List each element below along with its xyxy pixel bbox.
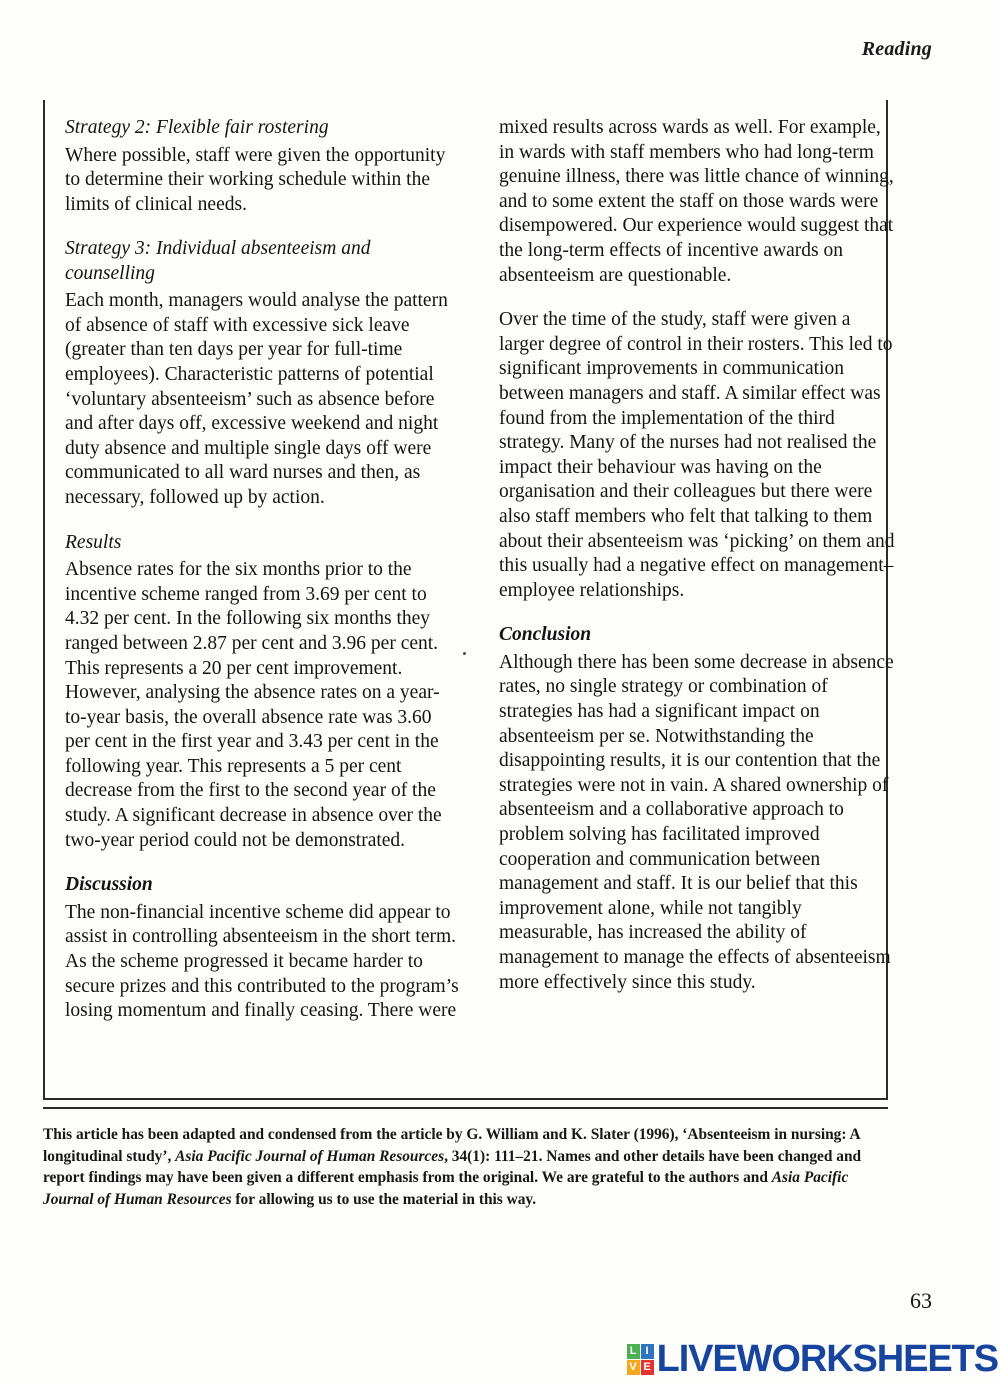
- liveworksheets-wordmark: LIVEWORKSHEETS: [656, 1338, 998, 1380]
- paragraph-spacer: [65, 217, 461, 237]
- logo-tile-l: L: [627, 1344, 640, 1359]
- footnote-journal-name-1: Asia Pacific Journal of Human Resources: [175, 1147, 445, 1165]
- article-frame: [43, 100, 895, 1100]
- paragraph-spacer: [65, 511, 461, 531]
- section-heading: Strategy 2: Flexible fair rostering: [65, 117, 329, 138]
- left-text-column: [65, 116, 461, 1088]
- footnote-text-part-3: for allowing us to use the material in this way.: [231, 1190, 537, 1208]
- body-paragraph: Absence rates for the six months prior to the incentive scheme ranged from 3.69 per cent to 4.32 per cent. In the following six months they ranged between 2.87 per cent and 3.96 per cent. This represents a 20 per cent improvement. However, analysing the absence rates on a year-to-year basis, the overall absence rate was 3.60 per cent in the first year and 3.43 per cent in the following year. This represents a 5 per cent decrease from the first to the second year of the study. A significant decrease in absence over the two-year period could not be demonstrated.: [65, 559, 442, 851]
- logo-tile-v: V: [627, 1360, 640, 1375]
- page-number: 63: [910, 1288, 932, 1313]
- paragraph-spacer: [499, 603, 895, 623]
- body-paragraph: Although there has been some decrease in absence rates, no single strategy or combination of strategies has had a significant impact on absenteeism per se. Notwithstanding the disappointing results, it is our contention that the strategies were not in vain. A shared ownership of absenteeism and a collaborative approach to problem solving has facilitated improved cooperation and communication between management and staff. It is our belief that this improvement alone, while not tangibly measurable, has increased the ability of management to manage the effects of absenteeism more effectively since this study.: [499, 651, 894, 993]
- section-heading: Conclusion: [499, 624, 592, 646]
- footnote-journal-name-2: Asia Pacific Journal of Human Resources: [43, 1169, 849, 1208]
- body-paragraph: The non-financial incentive scheme did appear to assist in controlling absenteeism in the short term. As the scheme progressed it became harder to secure prizes and this contributed to the program’s losing momentum and finally ceasing. There were: [65, 901, 459, 1022]
- live-logo-tiles: [627, 1344, 654, 1375]
- source-footnote: [43, 1124, 893, 1210]
- liveworksheets-logo: [627, 1338, 998, 1380]
- body-paragraph: mixed results across wards as well. For example, in wards with staff members who had long-term genuine illness, there was little chance of winning, and to some extent the staff on those wards were disempowered. Our experience would suggest that the long-term effects of incentive awards on absenteeism are questionable.: [499, 117, 894, 286]
- section-heading: Results: [65, 531, 122, 553]
- footnote-divider: [43, 1107, 888, 1109]
- section-heading: Discussion: [65, 874, 153, 896]
- body-paragraph: Over the time of the study, staff were given a larger degree of control in their rosters. This led to significant improvements in communication between managers and staff. A similar effect was found from the implementation of the third strategy. Many of the nurses had not realised the impact their behaviour was having on the organisation and their colleagues but there were also staff members who felt that talking to them about their absenteeism was ‘picking’ on them and this usually had a negative effect on management–employee relationships.: [499, 309, 895, 601]
- section-heading: Strategy 3: Individual absenteeism and counselling: [65, 238, 371, 284]
- footnote-text-part-1: This article has been adapted and condensed from the article by G. William and K. Slater (1996), ‘Absenteeism in nursing: A longitudinal study’,: [43, 1126, 860, 1165]
- body-paragraph: Where possible, staff were given the opportunity to determine their working schedule within the limits of clinical needs.: [65, 144, 446, 215]
- body-paragraph: Each month, managers would analyse the pattern of absence of staff with excessive sick leave (greater than ten days per year for full-time employees). Characteristic patterns of potential ‘voluntary absenteeism’ such as absence before and after days off, excessive weekend and night duty absence and multiple single days off were communicated to all ward nurses and then, as necessary, followed up by action.: [65, 290, 448, 509]
- right-text-column: [499, 116, 895, 1088]
- two-column-layout: [45, 100, 895, 1098]
- logo-tile-e: E: [641, 1360, 654, 1375]
- paragraph-spacer: [499, 288, 895, 308]
- logo-tile-i: I: [641, 1344, 654, 1359]
- running-head: Reading: [861, 38, 932, 60]
- footnote-text-part-2: , 34(1): 111–21. Names and other details have been changed and report findings may have been given a different emphasis from the original. We are grateful to the authors and: [43, 1147, 862, 1186]
- scan-artifact-dot: [463, 652, 466, 655]
- paragraph-spacer: [65, 853, 461, 873]
